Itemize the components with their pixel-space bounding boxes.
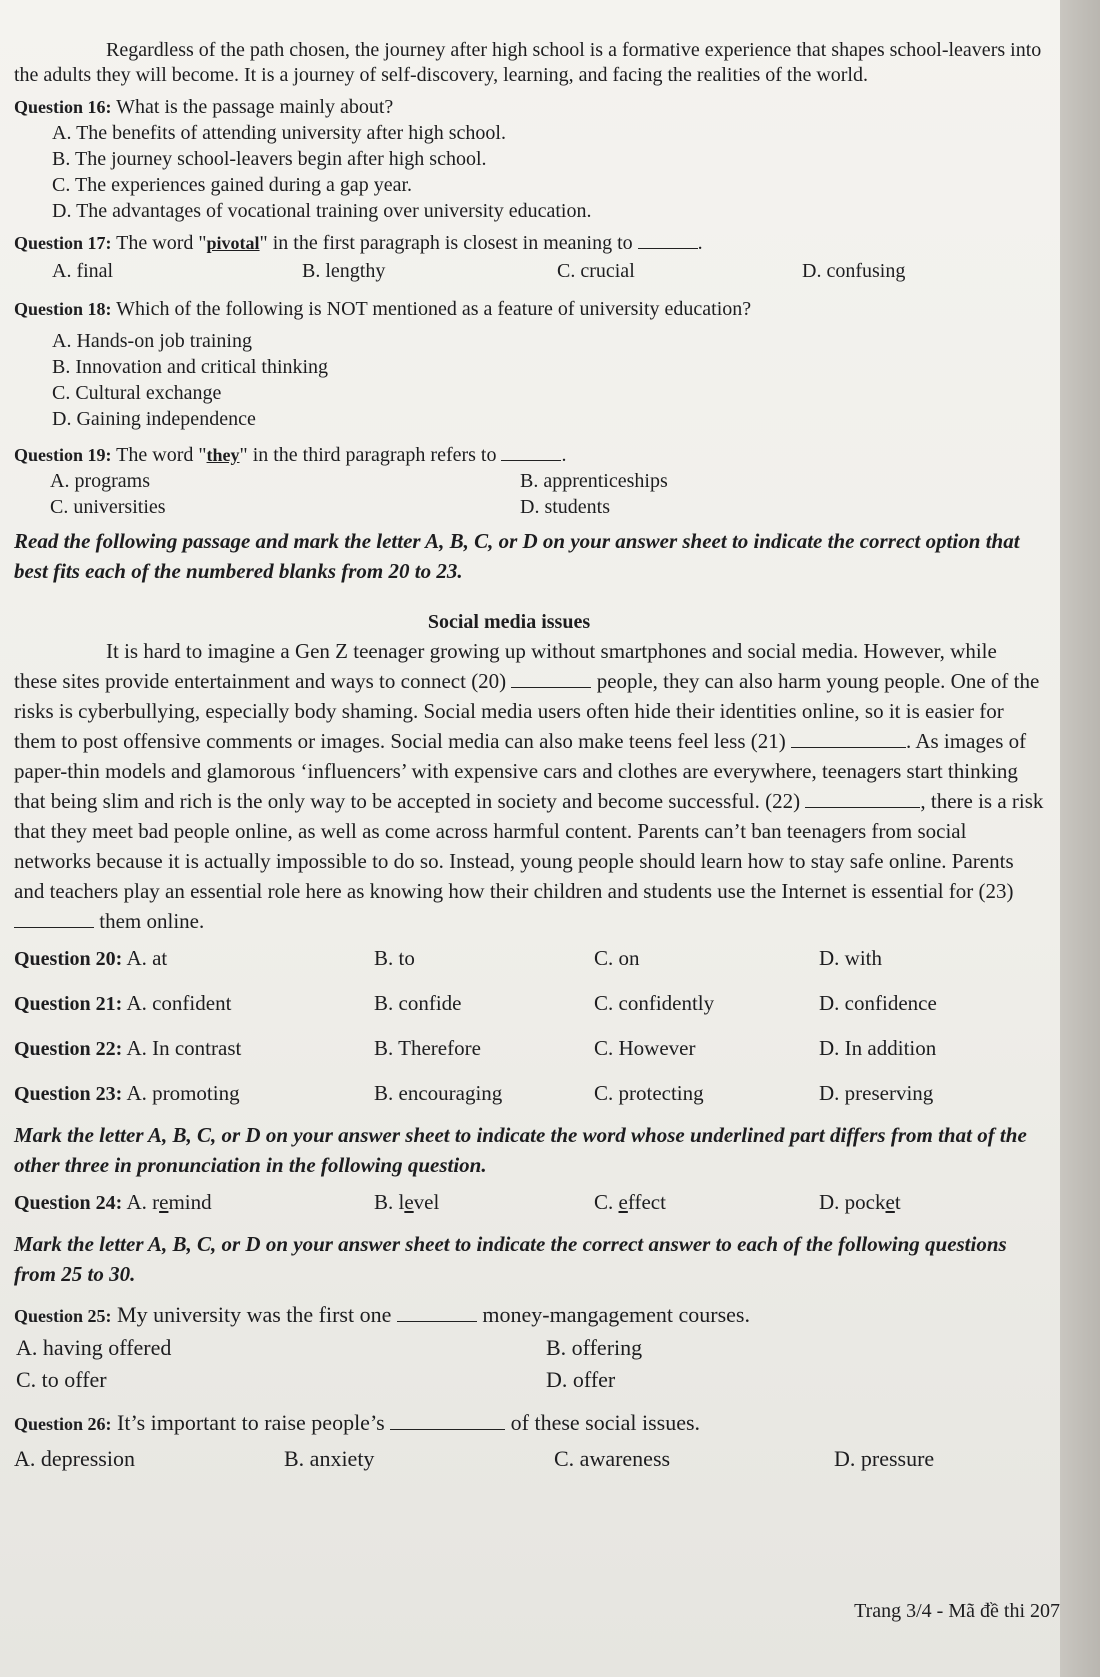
q16-option-b: B. The journey school-leavers begin after high school. xyxy=(52,148,487,170)
question-19 xyxy=(14,442,1044,468)
q24-option-d: D. pocket xyxy=(819,1190,901,1214)
q17-option-d: D. confusing xyxy=(802,260,906,282)
question-20-label: Question 20: xyxy=(14,948,123,970)
q25-option-a: A. having offered xyxy=(16,1335,172,1360)
instruction-multiple-choice: Mark the letter A, B, C, or D on your answer sheet to indicate the correct answer to each of the following questions from 25 to 30. xyxy=(14,1232,1007,1286)
q17-options xyxy=(14,256,1044,286)
question-17-label: Question 17: xyxy=(14,233,112,253)
q24-option-b: B. level xyxy=(374,1190,440,1214)
q23-option-b: B. encouraging xyxy=(374,1081,503,1105)
q23-option-d: D. preserving xyxy=(819,1081,934,1105)
instruction-cloze: Read the following passage and mark the letter A, B, C, or D on your answer sheet to indicate the correct option that best fits each of the numbered blanks from 20 to 23. xyxy=(14,529,1020,583)
q20-option-c: C. on xyxy=(594,946,640,970)
q25-options-row-2 xyxy=(14,1364,1044,1396)
q18-option-a: A. Hands-on job training xyxy=(52,330,252,352)
question-26-post: of these social issues. xyxy=(510,1410,701,1435)
passage-part-4: , there is a risk that they meet bad people online, as well as come across harmful content. Parents can’t ban teenagers from social networks because it is actually impossible to do so. Instead, young people should learn how to stay safe online. Parents and teachers play an essential role here as knowing how their children and students use the Internet is essential for (23) xyxy=(14,789,1044,903)
q23-option-a: A. promoting xyxy=(126,1081,240,1105)
q18-option-c: C. Cultural exchange xyxy=(52,382,222,404)
q21-option-d: D. confidence xyxy=(819,991,937,1015)
question-18 xyxy=(14,296,1044,322)
q16-option-a: A. The benefits of attending university after high school. xyxy=(52,122,506,144)
question-18-label: Question 18: xyxy=(14,299,112,319)
question-26-label: Question 26: xyxy=(14,1414,112,1434)
page-edge xyxy=(1060,0,1100,1677)
blank-25 xyxy=(397,1303,477,1322)
blank-20 xyxy=(511,669,591,688)
question-17-pre: The word " xyxy=(116,232,207,254)
q17-option-b: B. lengthy xyxy=(302,260,386,282)
q25-options-row-1 xyxy=(14,1332,1044,1364)
q16-option-d: D. The advantages of vocational training over university education. xyxy=(52,200,592,222)
q19-options-row-2 xyxy=(14,494,1044,520)
q18-option-b: B. Innovation and critical thinking xyxy=(52,356,329,378)
q25-option-d: D. offer xyxy=(546,1367,616,1392)
blank-22 xyxy=(805,789,920,808)
page-footer: Trang 3/4 - Mã đề thi 207 xyxy=(854,1600,1060,1622)
question-19-pre: The word " xyxy=(116,444,207,466)
question-22-label: Question 22: xyxy=(14,1038,123,1060)
blank-26 xyxy=(390,1411,505,1430)
question-16-label: Question 16: xyxy=(14,97,112,117)
q18-option-d: D. Gaining independence xyxy=(52,408,256,430)
passage-part-5: them online. xyxy=(99,909,205,933)
q23-option-c: C. protecting xyxy=(594,1081,704,1105)
question-18-text: Which of the following is NOT mentioned as a feature of university education? xyxy=(116,298,752,320)
question-26 xyxy=(14,1406,1044,1441)
q22-option-b: B. Therefore xyxy=(374,1036,481,1060)
q19-option-d: D. students xyxy=(520,496,610,518)
question-25-post: money-mangagement courses. xyxy=(482,1302,750,1327)
q26-option-c: C. awareness xyxy=(554,1446,671,1471)
q22-option-a: A. In contrast xyxy=(126,1036,242,1060)
question-17-word: pivotal xyxy=(206,233,260,253)
q22-option-d: D. In addition xyxy=(819,1036,937,1060)
q19-option-b: B. apprenticeships xyxy=(520,470,668,492)
passage-part-2: people, they can also harm young people. One of the risks is cyberbullying, especially body shaming. Social media users often hide their identities online, so it is easier for them to post offensive comments or images. Social media can also make teens feel less (21) xyxy=(14,669,1040,753)
question-19-post: " in the third paragraph refers to xyxy=(239,444,497,466)
question-25-label: Question 25: xyxy=(14,1306,112,1326)
question-19-label: Question 19: xyxy=(14,445,112,465)
passage-part-3: . As images of paper-thin models and glamorous ‘influencers’ with expensive cars and clothes are everywhere, teenagers start thinking that being slim and rich is the only way to be accepted in society and become successful. (22) xyxy=(14,729,1027,813)
question-17-post: " in the first paragraph is closest in meaning to xyxy=(259,232,633,254)
question-25 xyxy=(14,1299,1044,1332)
question-20 xyxy=(14,936,1044,981)
passage-text xyxy=(14,636,1044,936)
q26-option-d: D. pressure xyxy=(834,1446,935,1471)
question-17 xyxy=(14,230,1044,256)
question-19-word: they xyxy=(206,445,240,465)
intro-paragraph: Regardless of the path chosen, the journey after high school is a formative experience that shapes school-leavers into the adults they will become. It is a journey of self-discovery, learning, and facing the realities of the world. xyxy=(14,39,1042,86)
q24-option-a: A. remind xyxy=(126,1190,212,1214)
question-26-pre: It’s important to raise people’s xyxy=(117,1410,385,1435)
q26-option-a: A. depression xyxy=(14,1446,135,1471)
q19-option-a: A. programs xyxy=(50,470,150,492)
q26-options xyxy=(14,1441,1044,1477)
answer-blank xyxy=(501,442,561,461)
q20-option-b: B. to xyxy=(374,946,415,970)
question-17-end: . xyxy=(697,232,703,254)
question-25-pre: My university was the first one xyxy=(117,1302,392,1327)
blank-21 xyxy=(791,729,906,748)
answer-blank xyxy=(638,230,698,249)
q20-option-d: D. with xyxy=(819,946,882,970)
q19-option-c: C. universities xyxy=(50,496,166,518)
question-21-label: Question 21: xyxy=(14,993,123,1015)
q26-option-b: B. anxiety xyxy=(284,1446,375,1471)
blank-23 xyxy=(14,909,94,928)
q25-option-c: C. to offer xyxy=(16,1367,107,1392)
question-16-text: What is the passage mainly about? xyxy=(116,96,394,118)
passage-title: Social media issues xyxy=(427,611,591,633)
q17-option-c: C. crucial xyxy=(557,260,635,282)
question-19-end: . xyxy=(561,444,567,466)
q20-option-a: A. at xyxy=(126,946,168,970)
passage-part-1: It is hard to imagine a Gen Z teenager growing up without smartphones and social media. However, while these sites provide entertainment and ways to connect (20) xyxy=(14,639,997,693)
question-21 xyxy=(14,981,1044,1026)
question-23-label: Question 23: xyxy=(14,1083,123,1105)
question-16 xyxy=(14,94,1044,120)
q25-option-b: B. offering xyxy=(546,1335,643,1360)
question-24 xyxy=(14,1180,1044,1225)
q21-option-b: B. confide xyxy=(374,991,462,1015)
question-24-label: Question 24: xyxy=(14,1192,123,1214)
q19-options-row-1 xyxy=(14,468,1044,494)
q16-option-c: C. The experiences gained during a gap year. xyxy=(52,174,413,196)
q21-option-a: A. confident xyxy=(126,991,232,1015)
q22-option-c: C. However xyxy=(594,1036,696,1060)
instruction-pronunciation: Mark the letter A, B, C, or D on your answer sheet to indicate the word whose underlined part differs from that of the other three in pronunciation in the following question. xyxy=(14,1123,1027,1177)
q24-option-c: C. effect xyxy=(594,1190,666,1214)
exam-content xyxy=(14,38,1044,1477)
q17-option-a: A. final xyxy=(52,260,114,282)
question-23 xyxy=(14,1071,1044,1116)
question-22 xyxy=(14,1026,1044,1071)
q21-option-c: C. confidently xyxy=(594,991,715,1015)
